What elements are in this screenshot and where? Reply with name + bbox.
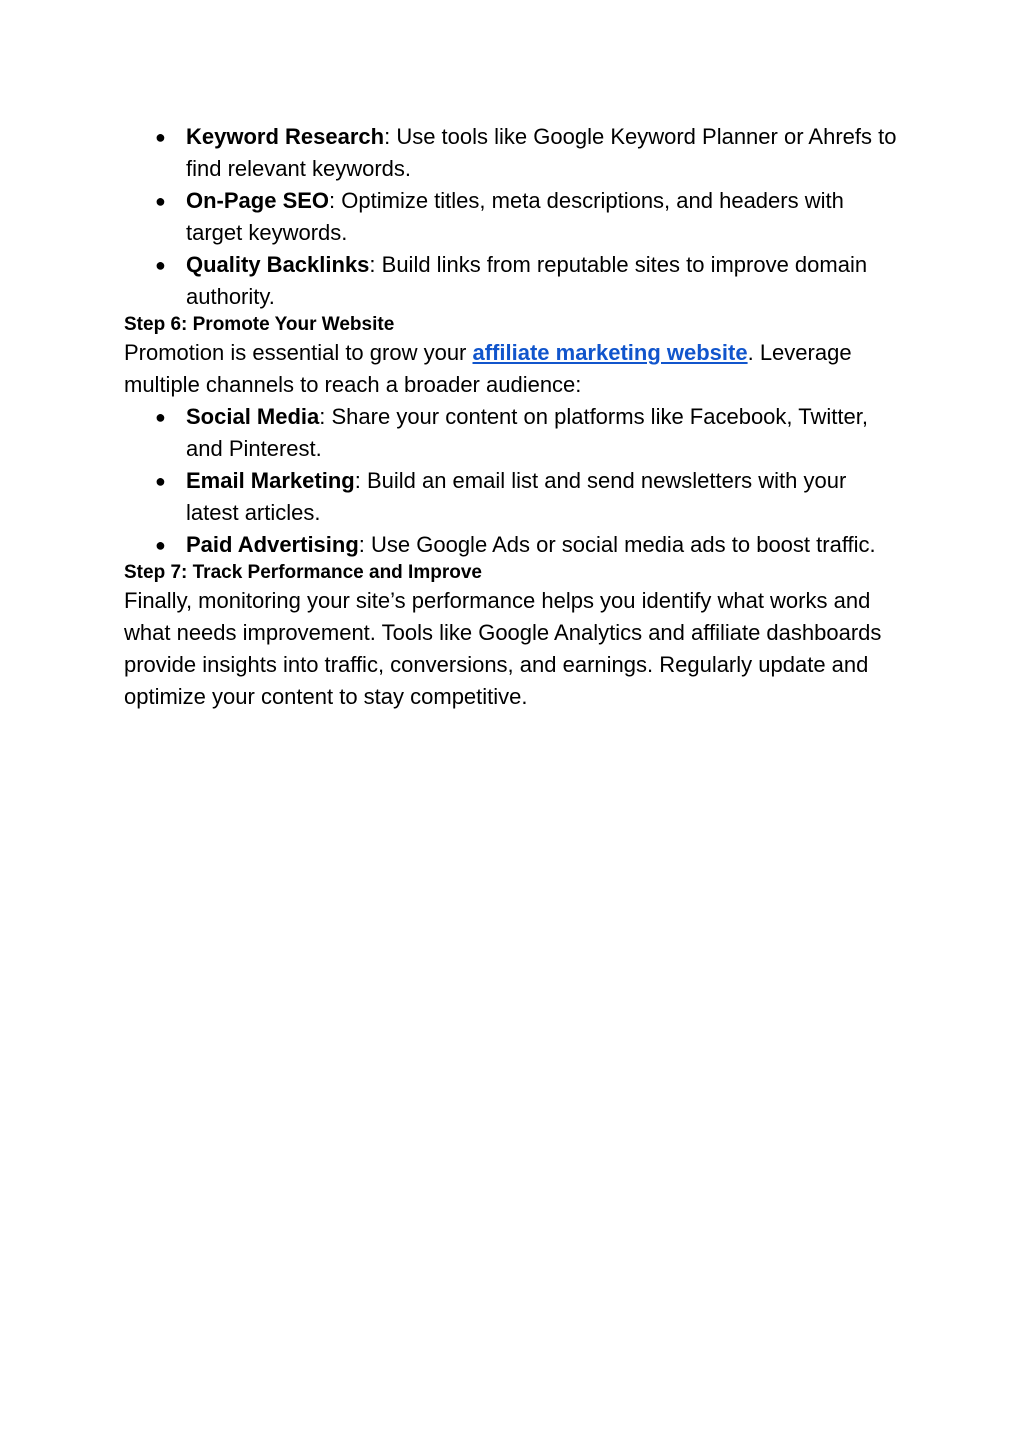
- list-item-text: : Share your content on platforms like Facebook, Twitter, and Pinterest.: [186, 404, 868, 461]
- bullet-icon: ●: [155, 535, 166, 555]
- step-6-intro-text: Promotion is essential to grow your: [124, 340, 473, 365]
- list-item-text: : Optimize titles, meta descriptions, and headers with target keywords.: [186, 188, 844, 245]
- list-item: [124, 121, 904, 185]
- step-7-heading: Step 7: Track Performance and Improve: [124, 562, 482, 583]
- list-item-text: : Build links from reputable sites to improve domain authority.: [186, 252, 868, 309]
- list-item: [124, 529, 904, 561]
- list-item-term: Email Marketing: [186, 468, 355, 493]
- bullet-icon: ●: [155, 127, 166, 147]
- step-6-intro-text-end: . Leverage multiple channels to reach a broader audience:: [124, 340, 852, 397]
- bullet-icon: ●: [155, 191, 166, 211]
- list-item-text: : Use tools like Google Keyword Planner or Ahrefs to find relevant keywords.: [186, 124, 897, 181]
- list-item: [124, 185, 904, 249]
- list-item: [124, 249, 904, 313]
- list-item-term: Social Media: [186, 404, 320, 429]
- list-item: [124, 465, 904, 529]
- document-content: [124, 121, 904, 713]
- list-item: [124, 401, 904, 465]
- bullet-icon: ●: [155, 255, 166, 275]
- list-item-term: On-Page SEO: [186, 188, 330, 213]
- bullet-icon: ●: [155, 471, 166, 491]
- list-item-term: Paid Advertising: [186, 532, 359, 557]
- list-item-term: Quality Backlinks: [186, 252, 370, 277]
- list-item-text: : Use Google Ads or social media ads to boost traffic.: [358, 532, 876, 557]
- list-item-text: : Build an email list and send newsletters with your latest articles.: [186, 468, 847, 525]
- promotion-channels-list: [124, 401, 904, 561]
- step-7-body: Finally, monitoring your site’s performance helps you identify what works and what needs improvement. Tools like Google Analytics and affiliate dashboards provide insights into traffic, conversions, and earnings. Regularly update and optimize your content to stay competitive.: [124, 588, 882, 709]
- bullet-icon: ●: [155, 407, 166, 427]
- step-6-heading: Step 6: Promote Your Website: [124, 314, 395, 335]
- seo-tips-list: [124, 121, 904, 313]
- step-6-intro: [124, 337, 904, 401]
- affiliate-marketing-website-link[interactable]: affiliate marketing website: [472, 340, 748, 365]
- list-item-term: Keyword Research: [186, 124, 385, 149]
